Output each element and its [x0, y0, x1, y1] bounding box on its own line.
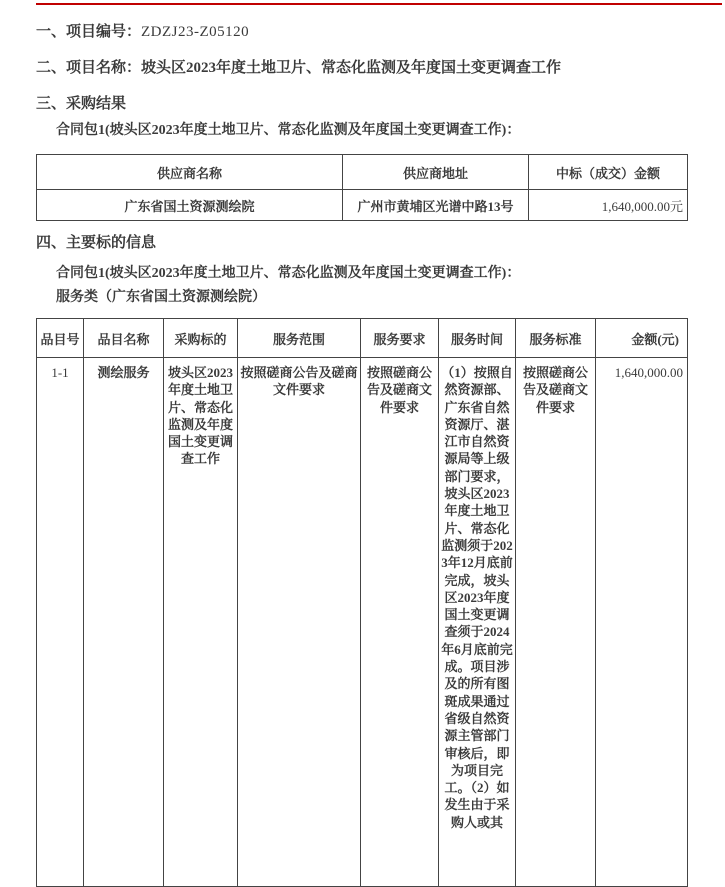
service-time-header: 服务时间: [439, 319, 516, 358]
procurement-subject-header: 采购标的: [164, 319, 238, 358]
service-scope-header: 服务范围: [238, 319, 361, 358]
award-amount-cell: 1,640,000.00元: [529, 190, 688, 221]
subject-table-header-row: [37, 319, 688, 358]
service-scope-cell: 按照磋商公告及磋商文件要求: [238, 358, 361, 887]
procurement-result-package-line: 合同包1(坡头区2023年度土地卫片、常态化监测及年度国土变更调查工作)：: [56, 123, 521, 138]
supplier-address-cell: 广州市黄埔区光谱中路13号: [343, 190, 529, 221]
supplier-name-header: 供应商名称: [37, 155, 343, 190]
project-number-value: ZDZJ23-Z05120: [141, 24, 250, 40]
main-subject-category-line: 服务类（广东省国土资源测绘院）: [56, 290, 266, 305]
service-standard-header: 服务标准: [516, 319, 596, 358]
supplier-address-header: 供应商地址: [343, 155, 529, 190]
section-project-number: [36, 23, 705, 41]
item-no-header: 品目号: [37, 319, 84, 358]
supplier-table-header-row: [37, 155, 688, 190]
supplier-name-cell: 广东省国土资源测绘院: [37, 190, 343, 221]
procurement-subject-cell: 坡头区2023年度土地卫片、常态化监测及年度国土变更调查工作: [164, 358, 238, 887]
top-accent-rule: [36, 3, 722, 5]
item-no-cell: 1-1: [37, 358, 84, 887]
amount-cell: 1,640,000.00: [596, 358, 688, 887]
section-project-name: [36, 59, 705, 77]
main-subject-package-line: 合同包1(坡头区2023年度土地卫片、常态化监测及年度国土变更调查工作)：: [56, 266, 521, 281]
project-number-label: 一、项目编号：: [36, 24, 142, 40]
item-name-cell: 测绘服务: [84, 358, 164, 887]
project-name-label: 二、项目名称：: [36, 60, 142, 76]
item-name-header: 品目名称: [84, 319, 164, 358]
service-requirement-cell: 按照磋商公告及磋商文件要求: [361, 358, 439, 887]
service-standard-cell: 按照磋商公告及磋商文件要求: [516, 358, 596, 887]
project-name-value: 坡头区2023年度土地卫片、常态化监测及年度国土变更调查工作: [141, 60, 562, 76]
section-procurement-result-title: 三、采购结果: [36, 96, 127, 112]
section-main-subject-title: 四、主要标的信息: [36, 235, 157, 251]
amount-header: 金额(元): [596, 319, 688, 358]
service-requirement-header: 服务要求: [361, 319, 439, 358]
subject-table: [36, 318, 688, 887]
supplier-table: [36, 154, 688, 221]
award-amount-header: 中标（成交）金额: [529, 155, 688, 190]
service-time-cell: （1）按照自然资源部、广东省自然资源厅、湛江市自然资源局等上级部门要求，坡头区2023年度土地卫片、常态化监测须于2023年12月底前完成，坡头区2023年度国土变更调查须于2024年6月底前完成。项目涉及的所有图斑成果通过省级自然资源主管部门审核后，即为项目完工。（2）如发生由于采购人或其: [439, 358, 516, 887]
subject-table-row: [37, 358, 688, 887]
supplier-table-row: [37, 190, 688, 221]
